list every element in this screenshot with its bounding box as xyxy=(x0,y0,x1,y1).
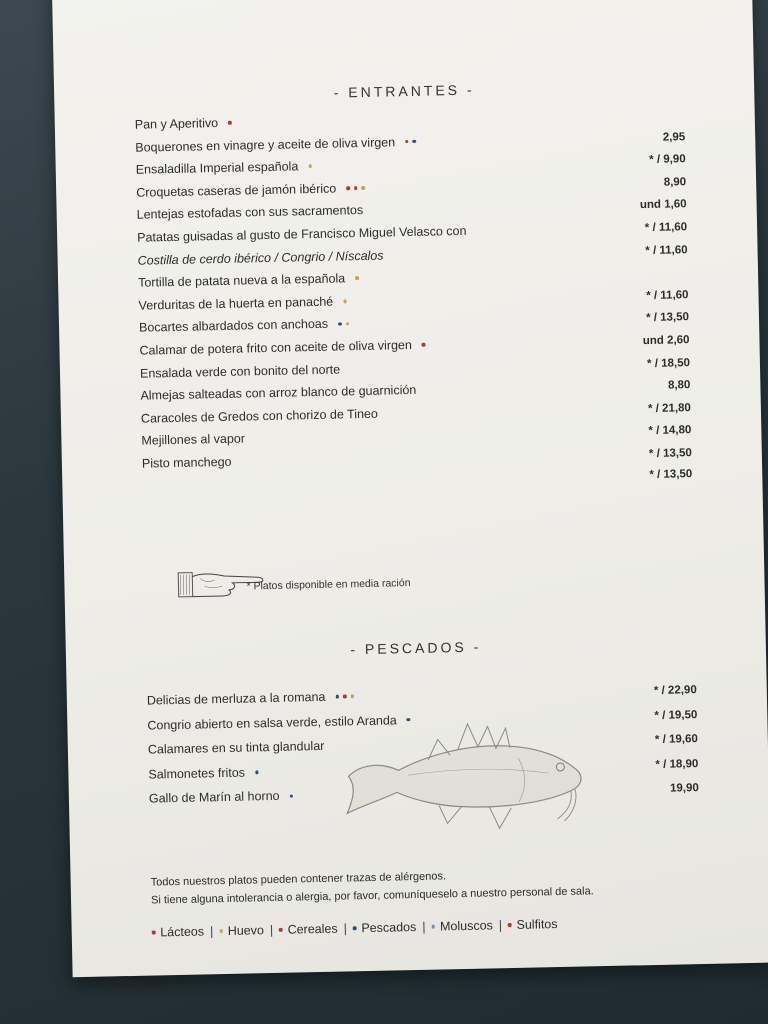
allergen-dot-icon xyxy=(508,923,512,927)
menu-item-label: Patatas guisadas al gusto de Francisco Miguel Velasco con xyxy=(137,223,467,245)
menu-item-price: * / 11,60 xyxy=(645,243,688,257)
menu-item-price: * / 19,60 xyxy=(654,733,698,747)
menu-item-label: Boquerones en vinagre y aceite de oliva virgen xyxy=(135,134,396,155)
menu-item-label: Ensalada verde con bonito del norte xyxy=(139,362,341,381)
menu-item-price: * / 18,50 xyxy=(646,356,691,370)
legend-separator: | xyxy=(269,923,274,938)
legend-label: Moluscos xyxy=(439,918,493,934)
menu-item-label: Verduritas de la huerta en panaché xyxy=(138,294,334,313)
menu-item-name xyxy=(148,739,325,757)
allergen-dots xyxy=(255,770,259,774)
menu-item-label: Congrio abierto en salsa verde, estilo Aranda xyxy=(147,712,397,733)
menu-item-label: Bocartes albardados con anchoas xyxy=(138,317,329,336)
menu-item-price: * / 22,90 xyxy=(653,684,697,697)
allergen-dot-icon xyxy=(255,770,259,774)
allergen-dot-icon xyxy=(361,186,365,190)
allergen-dot-icon xyxy=(405,140,409,144)
allergen-dot-icon xyxy=(346,186,350,190)
allergen-dot-icon xyxy=(228,121,232,125)
menu-item-label: Gallo de Marín al horno xyxy=(148,789,280,806)
menu-item-price: * / 13,50 xyxy=(646,311,690,325)
menu-item-label: Delicias de merluza a la romana xyxy=(146,689,326,708)
allergen-dot-icon xyxy=(279,928,283,932)
entrantes-list xyxy=(135,106,693,502)
menu-item-name xyxy=(135,116,232,132)
menu-item-price: * / 13,50 xyxy=(649,467,693,481)
menu-item-price: * / 13,50 xyxy=(648,447,692,460)
allergen-dots xyxy=(343,299,347,303)
menu-item-label: Calamar de potera frito con aceite de oliva virgen xyxy=(139,337,413,358)
menu-item-label: Calamares en su tinta glandular xyxy=(147,739,325,757)
menu-item-price: * / 14,80 xyxy=(648,424,692,438)
pescados-title: - PESCADOS - xyxy=(350,638,482,658)
allergen-dot-icon xyxy=(338,322,342,326)
allergen-notice-line-1: Todos nuestros platos pueden contener trazas de alérgenos. xyxy=(150,870,447,889)
allergen-dot-icon xyxy=(152,931,156,935)
menu-item-price: und 1,60 xyxy=(639,198,687,212)
menu-item-name xyxy=(148,765,258,781)
menu-item-name xyxy=(141,432,245,448)
fish-illustration-icon xyxy=(337,716,599,841)
legend-item xyxy=(219,923,264,938)
allergen-dots xyxy=(290,794,294,798)
menu-item-name xyxy=(140,362,340,380)
legend-label: Sulfitos xyxy=(516,917,558,932)
allergen-dot-icon xyxy=(431,925,435,929)
menu-item-label: Ensaladilla Imperial española xyxy=(135,159,299,177)
menu-item-price: * / 18,90 xyxy=(655,757,699,771)
legend-label: Huevo xyxy=(227,923,265,938)
allergen-dots xyxy=(338,322,349,326)
menu-item-name xyxy=(147,689,354,707)
menu-item-price: 8,90 xyxy=(663,175,687,189)
menu-item-label: Salmonetes fritos xyxy=(148,765,246,782)
allergen-dot-icon xyxy=(346,322,350,326)
menu-item-price: 8,80 xyxy=(667,379,691,392)
allergen-dots xyxy=(335,695,354,699)
menu-item-name xyxy=(149,789,293,806)
menu-sheet xyxy=(52,0,768,977)
legend-item xyxy=(508,917,558,932)
menu-item-price: * / 19,50 xyxy=(654,708,698,722)
entrantes-title: - ENTRANTES - xyxy=(333,81,475,101)
allergen-dot-icon xyxy=(413,140,417,144)
allergen-dot-icon xyxy=(354,186,358,190)
allergen-notice-line-2: Si tiene alguna intolerancia o alergia, por favor, comuníqueselo a nuestro personal de sala. xyxy=(150,885,594,907)
menu-item-price: * / 21,80 xyxy=(647,401,691,415)
allergen-dot-icon xyxy=(350,695,354,699)
legend-separator: | xyxy=(422,919,426,934)
allergen-dot-icon xyxy=(290,794,294,798)
menu-item-label: Costilla de cerdo ibérico / Congrio / Níscalos xyxy=(137,248,384,268)
legend-item xyxy=(431,918,493,933)
menu-item-price: und 2,60 xyxy=(642,334,690,348)
menu-item-label: Pisto manchego xyxy=(141,454,232,471)
legend-item xyxy=(152,924,205,939)
allergen-dot-icon xyxy=(343,299,347,303)
menu-item-name xyxy=(136,159,312,177)
allergen-dots xyxy=(228,121,232,125)
menu-item-label: Mejillones al vapor xyxy=(141,431,246,448)
allergen-dot-icon xyxy=(422,343,426,347)
half-portion-note: * Platos disponible en media ración xyxy=(246,577,411,593)
menu-item-price: * / 11,60 xyxy=(646,288,689,302)
menu-item-name xyxy=(142,455,232,471)
allergen-notice xyxy=(150,864,593,909)
menu-item-price: 2,95 xyxy=(662,130,686,144)
allergen-dot-icon xyxy=(308,164,312,168)
allergen-dots xyxy=(422,343,426,347)
allergen-dots xyxy=(405,140,416,144)
allergen-legend xyxy=(152,917,558,939)
legend-label: Cereales xyxy=(287,921,338,937)
legend-item xyxy=(279,922,338,937)
allergen-dot-icon xyxy=(219,929,223,933)
allergen-dot-icon xyxy=(343,695,347,699)
allergen-dots xyxy=(355,276,359,280)
menu-item-label: Caracoles de Gredos con chorizo de Tineo xyxy=(140,406,379,426)
menu-item-label: Croquetas caseras de jamón ibérico xyxy=(136,181,337,200)
menu-item-label: Lentejas estofadas con sus sacramentos xyxy=(136,203,364,223)
menu-item-label: Tortilla de patata nueva a la española xyxy=(137,271,346,290)
allergen-dots xyxy=(308,164,312,168)
menu-item-name xyxy=(138,294,346,312)
menu-item-price: * / 11,60 xyxy=(644,221,688,235)
allergen-dots xyxy=(346,186,365,190)
allergen-dot-icon xyxy=(355,276,359,280)
legend-separator: | xyxy=(343,921,348,936)
menu-item-price: 19,90 xyxy=(669,782,699,796)
menu-item-price: * / 9,90 xyxy=(649,153,686,167)
menu-item-label: Almejas salteadas con arroz blanco de guarnición xyxy=(140,383,417,403)
legend-label: Pescados xyxy=(361,920,417,936)
menu-item-label: Pan y Aperitivo xyxy=(134,115,219,132)
allergen-dot-icon xyxy=(335,695,339,699)
legend-label: Lácteos xyxy=(160,924,205,940)
legend-item xyxy=(353,920,417,935)
legend-separator: | xyxy=(498,918,503,933)
menu-item-price xyxy=(615,117,685,118)
menu-item-price xyxy=(618,275,688,276)
menu-item-name xyxy=(139,317,349,335)
legend-separator: | xyxy=(209,924,214,939)
allergen-dot-icon xyxy=(353,927,357,931)
